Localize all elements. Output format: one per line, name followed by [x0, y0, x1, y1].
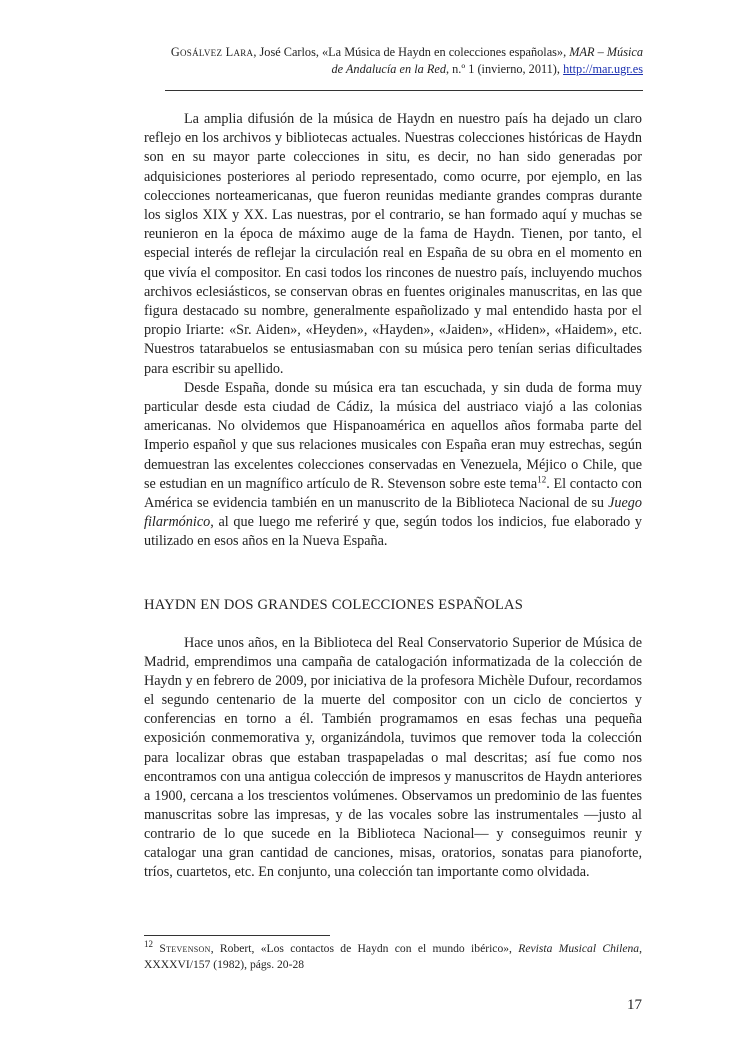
header-journal: MAR – Música de Andalucía en la Red: [331, 45, 643, 76]
footnote-number: 12: [144, 939, 153, 950]
header-author: Gosálvez Lara: [170, 45, 254, 59]
body-text-section-1: [144, 110, 642, 552]
header-issue: , n.º 1 (invierno, 2011),: [445, 62, 564, 76]
header-url-link[interactable]: http://mar.ugr.es: [563, 62, 643, 76]
footnote-reference[interactable]: 12: [537, 474, 547, 485]
work-title: Juego filarmónico: [144, 495, 642, 531]
paragraph-3: Hace unos años, en la Biblioteca del Real Conservatorio Superior de Música de Madrid, emprendimos una campaña de catalogación informatizada de la colección de Haydn y en febrero de 2009, por iniciativa de la profesora Michèle Dufour, recordamos el segundo centenario de la muerte del compositor con un ciclo de conciertos y conferencias en torno a él. También programamos en esas fechas una pequeña exposición conmemorativa y, organizándola, tuvimos que remover toda la colección para localizar obras que estaban traspapeladas o mal descritas; así fue como nos encontramos con una antigua colección de impresos y manuscritos de Haydn anteriores a 1900, cercana a los trescientos volúmenes. Observamos un predominio de las fuentes manuscritas sobre las impresas, y de las vocales sobre las instrumentales —justo al contrario de lo que sucede en la Biblioteca Nacional— y conseguimos reunir y catalogar una gran cantidad de canciones, misas, oratorios, sonatas para pianoforte, tríos, cuartetos, etc. En conjunto, una colección tan importante como olvidada.: [144, 635, 642, 881]
footnote-rule: [144, 935, 330, 936]
paragraph-2: Desde España, donde su música era tan escuchada, y sin duda de forma muy particular desde esta ciudad de Cádiz, la música del austriaco viajó a las colonias americanas. No olvidemos que Hispanoamérica en aquellos años formaba parte del Imperio español y que sus relaciones musicales con España eran muy estrechas, según demuestran las excelentes colecciones conservadas en Venezuela, Méjico o Chile, que se estudian en un magnífico artículo de R. Stevenson sobre este tema$^{12}$. El contacto con América se evidencia también en un manuscrito de la Biblioteca Nacional de su Juego filarmónico, al que luego me referiré y que, según todos los indicios, fue elaborado y utilizado en esos años en la Nueva España.: [144, 379, 643, 550]
body-text-section-2: [144, 634, 642, 882]
footnote: $^{12}$ Stevenson, Robert, «Los contactos de Haydn con el mundo ibérico», Revista Musical Chilena, XXXXVI/157 (1982), págs. 20-28: [144, 939, 642, 971]
page-number: 17: [627, 997, 642, 1013]
running-header: [165, 44, 643, 78]
header-citation: , José Carlos, «La Música de Haydn en colecciones españolas»,: [253, 45, 570, 59]
footnote-author: Stevenson: [159, 942, 211, 955]
header-rule: [165, 90, 643, 91]
section-heading: HAYDN EN DOS GRANDES COLECCIONES ESPAÑOLAS: [144, 597, 524, 613]
paragraph-1: La amplia difusión de la música de Haydn en nuestro país ha dejado un claro reflejo en los archivos y bibliotecas actuales. Nuestras colecciones históricas de Haydn son en su mayor parte colecciones in situ, es decir, no han sido generadas por adquisiciones posteriores al periodo representado, como ocurre, por ejemplo, en las colecciones norteamericanas, que fueron reunidas mediante grandes compras durante los siglos XIX y XX. Las nuestras, por el contrario, se han formado aquí y muchas se reunieron en la época de máximo auge de la fama de Haydn. Tienen, por tanto, el especial interés de reflejar la circulación real en España de su obra en el momento en que vivía el compositor. En casi todos los rincones de nuestro país, incluyendo muchos archivos eclesiásticos, se conservan obras en fuentes originales manuscritas, en las que figura destacado su nombre, generalmente españolizado y mal entendido hasta por el propio Iriarte: «Sr. Aiden», «Heyden», «Hayden», «Jaiden», «Hiden», «Haidem», etc. Nuestros tatarabuelos se entusiasmaban con su música pero tenían serias dificultades para escribir su apellido.: [144, 111, 642, 377]
footnote-journal: Revista Musical Chilena: [518, 942, 640, 955]
